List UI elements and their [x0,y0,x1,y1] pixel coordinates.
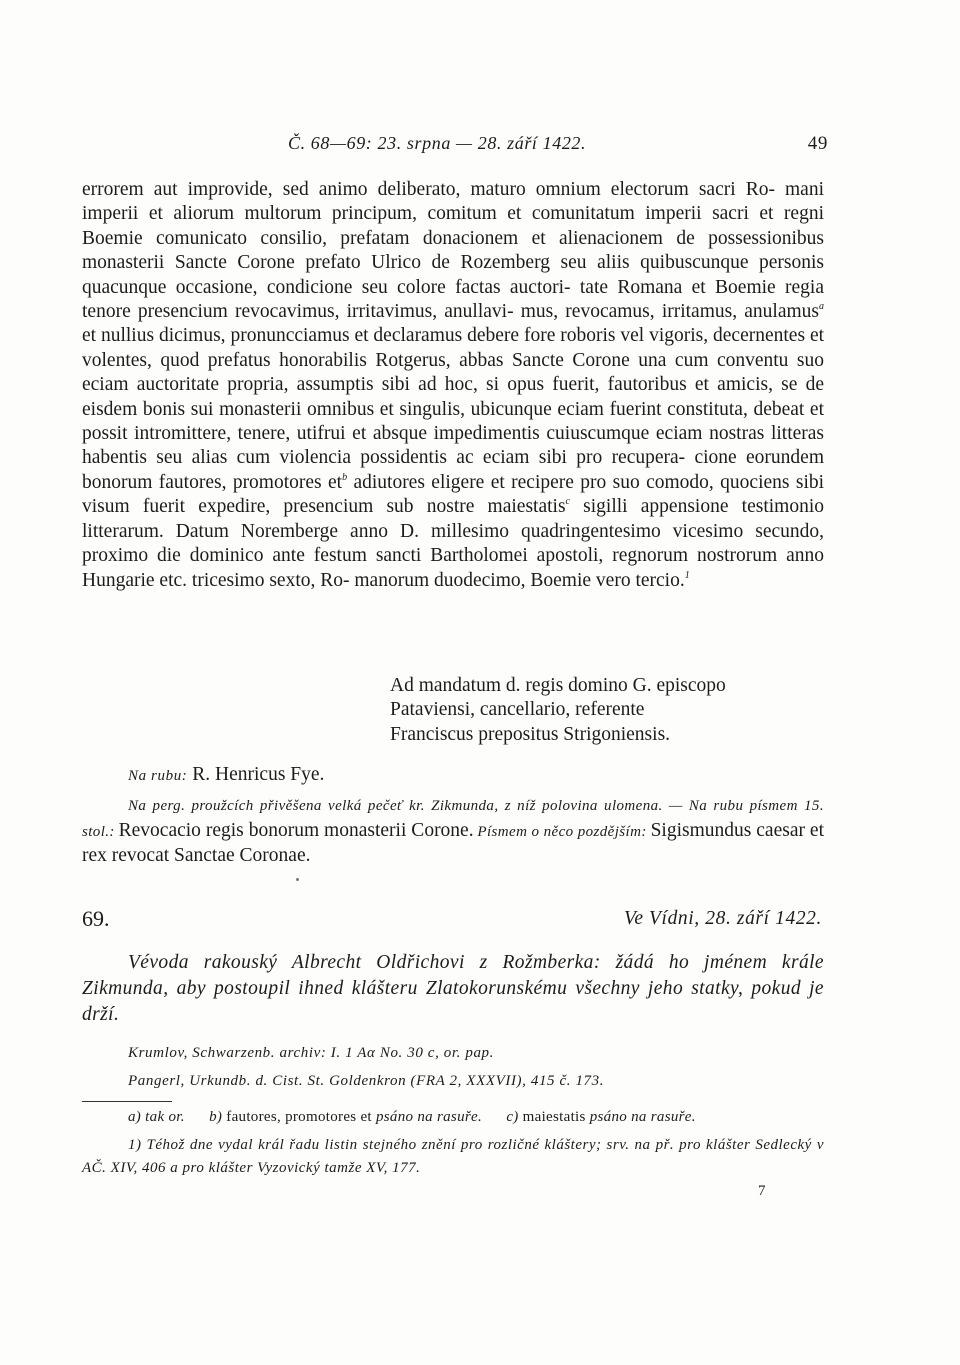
footnote-1: 1) Téhož dne vydal král řadu listin stejného znění pro rozličné kláštery; srv. na př. pro klášter Sedlecký v AČ. XIV, 406 a pro klášter Vyzovický tamže XV, 177. [82,1137,824,1176]
line-14a: cione eorundem bonorum fautores, promotores et [82,447,824,493]
line-15: suo comodo, quociens sibi visum fuerit expedire, presencium sub nostre maiestatis [82,471,825,518]
note-mark-b: b [342,471,348,483]
running-header [288,133,828,157]
seal-note-a: Na perg. proužcích přivěšena velká pečeť kr. Zikmunda, z níž polovina ulomena. — Na rubu písmem 15. stol.: [82,798,824,840]
seal-note-b: Revocacio regis bonorum monasterii Corone. [118,819,474,841]
seal-note [82,795,824,870]
line-16: sigilli appensione testimonio litterarum. Datum Noremberge anno D. millesimo [82,496,824,542]
line-14b: adiutores eligere et recipere pro [353,471,607,493]
fn-c-note: psáno na rasuře. [589,1109,696,1125]
line-13: litteras habentis seu alias cum violencia possidentis ac eciam sibi pro recupera- [82,423,825,469]
header-range: Č. 68—69: 23. srpna — 28. září 1422. [288,133,587,153]
dorsal-text: R. Henricus Fye. [192,764,325,785]
line-6: tate Romana et Boemie regia tenore presencium revocavimus, irritavimus, anullavi- [82,276,825,323]
fn-a-mark: a) [128,1109,142,1125]
line-7b: et nullius dicimus, pronuncciamus et declaramus [82,325,463,347]
mandate-line-2: Pataviensi, cancellario, referente [390,699,645,721]
chancery-note [390,674,810,747]
footnote-rule [82,1101,172,1102]
fn-b-note: psáno na rasuře. [375,1109,483,1125]
line-10: assumptis sibi ad hoc, si opus fuerit, fautoribus et amicis, se de eisdem bonis sui [82,374,825,420]
line-7a: mus, revocamus, irritamus, anulamus [520,301,820,323]
mandate-line-1: Ad mandatum d. regis domino G. episcopo [390,675,726,696]
note-mark-a: a [819,301,825,313]
editorial-notes [82,795,824,870]
document-regest: Vévoda rakouský Albrecht Oldřichovi z Rožmberka: žádá ho jménem krále Zikmunda, aby postoupil ihned klášteru Zlatokorunskému všechny jeho statky, pokud je drží. [82,952,824,1025]
line-9: Rotgerus, abbas Sancte Corone una cum conventu suo eciam auctoritate propria, [82,349,824,396]
page-number: 49 [807,133,828,154]
charter-text [82,178,824,593]
line-19: manorum duodecimo, Boemie vero tercio. [354,569,685,591]
text-line [82,178,824,593]
line-5: quibuscunque personis quacunque occasione, condicione seu colore factas auctori- [82,252,825,298]
dorsal-note [128,764,324,786]
line-12: intromittere, tenere, utifrui et absque impedimentis cuiuscumque eciam nostras [134,423,765,445]
line-8: debere fore roboris vel vigoris, decernentes et volentes, quod prefatus honorabilis [82,325,825,371]
dorsal-label: Na rubu: [128,768,188,784]
fn-b-text: fautores, promotores et [226,1109,372,1125]
seal-note-d: Sigismundus caesar et rex revocat Sanctae Coronae. [82,819,824,866]
seal-note-c: Písmem o něco pozdějším: [477,823,647,840]
line-1: errorem aut improvide, sed animo deliberato, maturo omnium electorum sacri Ro- [82,179,775,200]
line-11: monasterii omnibus et singulis, ubicunque eciam fuerint constituta, debeat et possit [82,398,824,445]
source-edition: Pangerl, Urkundb. d. Cist. St. Goldenkron (FRA 2, XXXVII), 415 č. 173. [128,1073,605,1089]
line-4: de possessionibus monasterii Sancte Corone prefato Ulrico de Rozemberg seu aliis [82,227,825,274]
printer-signature: 7 [758,1183,766,1199]
line-2: mani imperii et aliorum multorum principum, comitum et comunitatum imperii [82,179,825,225]
line-17: quadringentesimo vicesimo secundo, proximo die dominico ante festum sancti [82,520,824,567]
source-archive: Krumlov, Schwarzenb. archiv: I. 1 Aα No. 30 c, or. pap. [128,1045,494,1061]
note-mark-1: 1 [684,569,690,581]
line-18: Bartholomei apostoli, regnorum nostrorum anno Hungarie etc. tricesimo sexto, Ro- [82,545,825,591]
document-number: 69. [82,906,110,931]
fn-c-text: maiestatis [522,1109,586,1125]
note-mark-c: c [565,496,570,508]
document-date: Ve Vídni, 28. září 1422. [623,908,822,929]
footnotes-abc [128,1109,696,1126]
fn-c-mark: c) [506,1109,519,1125]
line-3: sacri et regni Boemie comunicato consilio, prefatam donacionem et alienacionem [82,203,825,249]
fn-a-rest: or. [168,1109,185,1125]
fn-a-word: tak [145,1109,165,1125]
fn-b-mark: b) [209,1109,223,1125]
stray-dot [296,878,299,881]
mandate-line-3: Franciscus prepositus Strigoniensis. [390,723,671,745]
